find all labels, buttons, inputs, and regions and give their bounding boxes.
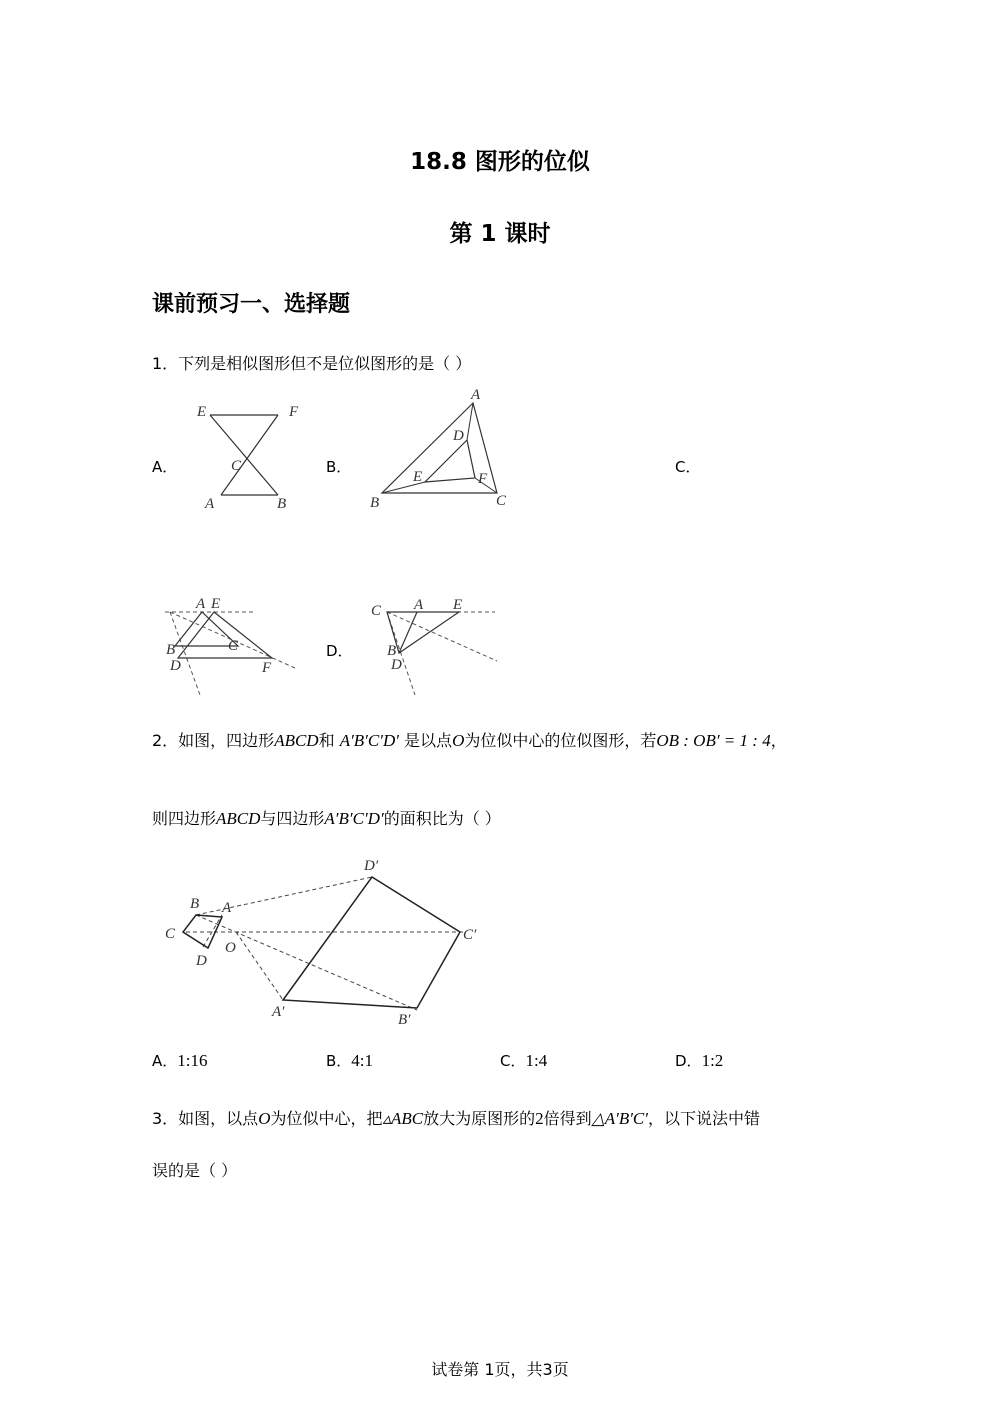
label-b: B	[277, 496, 287, 512]
q1-figure-c	[160, 590, 310, 700]
label-a-prime: A′	[272, 1004, 285, 1020]
label-a: A	[414, 597, 424, 613]
label-c: C	[165, 926, 176, 942]
label-b: B	[190, 896, 200, 912]
label-b-prime: B′	[398, 1012, 411, 1028]
label-e: E	[453, 597, 463, 613]
label-c: C	[496, 493, 507, 509]
q2-homothety-figure	[160, 850, 500, 1035]
label-f: F	[289, 404, 299, 420]
label-e: E	[197, 404, 207, 420]
q2-option-b[interactable]: B．4:1	[326, 1051, 374, 1070]
q1-option-b-label[interactable]: B．	[326, 458, 352, 476]
lesson-subtitle: 第 1 课时	[449, 221, 551, 247]
label-a: A	[205, 496, 215, 512]
question-2-line-1: 2．如图，四边形ABCD和 A′B′C′D′ 是以点O为位似中心的位似图形，若OB : OB′ = 1 : 4，	[152, 731, 787, 750]
label-d: D	[391, 657, 402, 673]
question-2-line-2: 则四边形ABCD与四边形A′B′C′D′的面积比为（ ）	[152, 809, 501, 828]
label-d: D	[453, 428, 464, 444]
label-d: D	[170, 658, 181, 674]
label-b: B	[166, 642, 176, 658]
question-1-text: 1．下列是相似图形但不是位似图形的是（ ）	[152, 354, 472, 373]
q1-figure-b	[365, 385, 525, 515]
label-a: A	[222, 900, 232, 916]
label-a: A	[471, 387, 481, 403]
label-c-prime: C′	[463, 927, 477, 943]
label-o: O	[225, 940, 236, 956]
question-3-line-1: 3．如图，以点O为位似中心，把▵ABC放大为原图形的2倍得到△A′B′C′，以下说法中错	[152, 1109, 761, 1128]
q1-option-d-label[interactable]: D．	[326, 642, 353, 660]
label-d-prime: D′	[364, 858, 379, 874]
section-heading: 课前预习一、选择题	[152, 292, 351, 317]
page-footer: 试卷第 1页，共3页	[431, 1360, 569, 1379]
label-c: C	[371, 603, 382, 619]
label-e: E	[211, 596, 221, 612]
q1-option-c-label[interactable]: C．	[675, 458, 701, 476]
label-d: D	[196, 953, 207, 969]
label-c: C	[231, 458, 242, 474]
q2-option-a[interactable]: A．1:16	[152, 1051, 208, 1070]
document-title: 18.8 图形的位似	[410, 149, 590, 175]
label-f: F	[478, 471, 488, 487]
label-c: C	[228, 638, 239, 654]
label-f: F	[262, 660, 272, 676]
q1-figure-d	[365, 595, 505, 700]
question-3-line-2: 误的是（ ）	[152, 1161, 238, 1180]
q2-option-d[interactable]: D．1:2	[675, 1051, 724, 1070]
q1-option-a-label[interactable]: A．	[152, 458, 178, 476]
label-b: B	[387, 643, 397, 659]
label-a: A	[196, 596, 206, 612]
q1-figure-a	[195, 400, 305, 515]
label-b: B	[370, 495, 380, 511]
label-e: E	[413, 469, 423, 485]
q2-option-c[interactable]: C．1:4	[500, 1051, 548, 1070]
